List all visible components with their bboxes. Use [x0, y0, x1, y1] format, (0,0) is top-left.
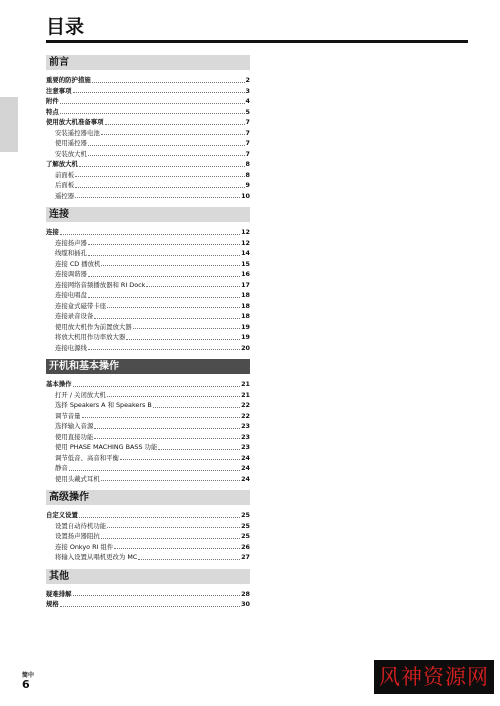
toc-entry[interactable]: [46, 259, 250, 270]
toc-entry-label: 静音: [55, 464, 68, 472]
toc-entry-page: 25: [241, 532, 250, 540]
dot-leader: [105, 124, 245, 125]
toc-entry-page: 15: [241, 259, 250, 268]
dot-leader: [158, 449, 240, 450]
toc-entry-page: 22: [241, 401, 250, 409]
dot-leader: [88, 255, 240, 256]
toc-entry[interactable]: [46, 149, 250, 160]
dot-leader: [88, 349, 240, 350]
toc-entry[interactable]: [46, 311, 250, 322]
toc-entry-label: 选择输入音源: [55, 422, 94, 430]
toc-entry[interactable]: [46, 390, 250, 401]
toc-entry[interactable]: [46, 191, 250, 202]
toc-entry-page: 10: [241, 191, 250, 200]
dot-leader: [60, 103, 245, 104]
toc-entry[interactable]: [46, 170, 250, 181]
dot-leader: [73, 92, 245, 93]
toc-entry-page: 24: [241, 453, 250, 462]
toc-entry[interactable]: [46, 421, 250, 432]
toc-entry[interactable]: [46, 521, 250, 532]
dot-leader: [82, 417, 241, 418]
toc-entry-page: 26: [241, 542, 250, 551]
toc-entry-page: 27: [241, 553, 250, 561]
toc-entry-label: 遥控器: [55, 191, 75, 200]
toc-entry[interactable]: [46, 96, 250, 107]
toc-entry[interactable]: [46, 379, 250, 390]
toc-entry[interactable]: [46, 599, 250, 610]
dot-leader: [133, 328, 240, 329]
toc-entry-label: 基本操作: [46, 380, 72, 388]
toc-entry-page: 16: [241, 270, 250, 278]
toc-entry-label: 了解放大机: [46, 160, 78, 168]
toc-entry-page: 23: [241, 432, 250, 441]
toc-section: [46, 55, 250, 201]
toc-entry[interactable]: [46, 552, 250, 563]
toc-entry-label: 连接盒式磁带卡座: [55, 301, 107, 310]
section-heading: 其他: [46, 569, 250, 584]
toc-entry-label: 线缆和插孔: [55, 249, 87, 257]
toc-entry[interactable]: [46, 531, 250, 542]
toc-entry-label: 连接电唱盘: [55, 291, 87, 299]
toc-entry-label: 使用直接功能: [55, 432, 94, 441]
toc-entry-label: 安装放大机: [55, 149, 87, 158]
toc-entry-page: 25: [241, 521, 250, 530]
toc-section: [46, 207, 250, 353]
dot-leader: [101, 265, 240, 266]
toc-entry-page: 23: [241, 422, 250, 430]
toc-entry-label: 连接: [46, 228, 59, 236]
dot-leader: [60, 234, 240, 235]
toc-entry-page: 21: [241, 390, 250, 399]
toc-entry-label: 连接扬声器: [55, 238, 87, 247]
toc-entry-label: 自定义设置: [46, 511, 78, 519]
toc-entry-label: 设置自动待机功能: [55, 521, 107, 530]
dot-leader: [88, 244, 240, 245]
toc-entry[interactable]: [46, 322, 250, 333]
toc-entry[interactable]: [46, 542, 250, 553]
dot-leader: [60, 606, 240, 607]
dot-leader: [88, 155, 245, 156]
toc-entry[interactable]: [46, 248, 250, 259]
toc-entry-label: 重要的防护措施: [46, 76, 91, 84]
dot-leader: [75, 187, 244, 188]
toc-entry[interactable]: [46, 474, 250, 485]
toc-entry-label: 特点: [46, 107, 59, 116]
dot-leader: [79, 517, 240, 518]
toc-entry[interactable]: [46, 290, 250, 301]
dot-leader: [107, 527, 240, 528]
toc-entry-label: 后面板: [55, 181, 75, 189]
dot-leader: [120, 459, 240, 460]
table-of-contents: [46, 55, 250, 616]
dot-leader: [88, 276, 240, 277]
dot-leader: [69, 470, 240, 471]
toc-entry[interactable]: [46, 463, 250, 474]
toc-entry[interactable]: [46, 159, 250, 170]
toc-entry-page: 7: [245, 128, 250, 137]
toc-entry-label: 设置扬声器阻抗: [55, 532, 100, 540]
dot-leader: [73, 595, 241, 596]
toc-entry-label: 规格: [46, 600, 59, 608]
toc-entry-page: 22: [241, 411, 250, 420]
dot-leader: [92, 82, 245, 83]
dot-leader: [107, 307, 240, 308]
toc-entry-page: 3: [245, 86, 250, 95]
toc-section: [46, 359, 250, 484]
toc-entry-page: 8: [245, 170, 250, 179]
toc-entry-page: 19: [241, 333, 250, 341]
toc-entry-page: 9: [245, 181, 250, 189]
toc-entry-label: 使用遥控器: [55, 139, 87, 147]
toc-entry-label: 连接录音设备: [55, 312, 94, 320]
dot-leader: [75, 197, 240, 198]
toc-entry-label: 注意事项: [46, 86, 72, 95]
toc-entry[interactable]: [46, 510, 250, 521]
toc-entry-page: 7: [245, 139, 250, 147]
toc-entry[interactable]: [46, 227, 250, 238]
toc-entry-page: 21: [241, 380, 250, 388]
toc-entry-page: 8: [245, 160, 250, 168]
toc-entry[interactable]: [46, 107, 250, 118]
toc-entry[interactable]: [46, 400, 250, 411]
toc-entry-label: 安装遥控器电池: [55, 128, 100, 137]
toc-entry-label: 使用放大机作为前置放大器: [55, 322, 132, 331]
toc-entry-page: 7: [245, 149, 250, 158]
toc-entry[interactable]: [46, 138, 250, 149]
toc-entry[interactable]: [46, 589, 250, 600]
side-tab-marker: [0, 97, 18, 152]
dot-leader: [101, 480, 240, 481]
toc-entry-page: 19: [241, 322, 250, 331]
toc-entry-label: 调节音量: [55, 411, 81, 420]
toc-entry-page: 25: [241, 511, 250, 519]
dot-leader: [101, 538, 240, 539]
toc-entry[interactable]: [46, 411, 250, 422]
toc-entry-label: 打开 / 关闭放大机: [55, 390, 106, 399]
dot-leader: [94, 428, 240, 429]
toc-entry[interactable]: [46, 269, 250, 280]
toc-entry-label: 连接 Onkyo RI 组件: [55, 542, 114, 551]
toc-entry-page: 18: [241, 312, 250, 320]
dot-leader: [75, 176, 244, 177]
toc-entry-label: 使用头戴式耳机: [55, 474, 100, 483]
toc-entry-label: 附件: [46, 97, 59, 105]
section-heading: 连接: [46, 207, 250, 222]
toc-entry-page: 2: [245, 76, 250, 84]
toc-entry-page: 14: [241, 249, 250, 257]
toc-entry-label: 连接网络音频播放器和 RI Dock: [55, 280, 146, 289]
section-heading: 开机和基本操作: [46, 359, 250, 374]
toc-entry-label: 调节低音、高音和平衡: [55, 453, 119, 462]
toc-entry[interactable]: [46, 180, 250, 191]
toc-entry-page: 23: [241, 443, 250, 451]
toc-entry-page: 12: [241, 238, 250, 247]
toc-entry-label: 使用放大机准备事项: [46, 118, 104, 126]
dot-leader: [73, 386, 241, 387]
toc-entry[interactable]: [46, 442, 250, 453]
dot-leader: [153, 407, 240, 408]
dot-leader: [114, 548, 240, 549]
toc-entry[interactable]: [46, 280, 250, 291]
toc-entry-page: 5: [245, 107, 250, 116]
toc-entry[interactable]: [46, 75, 250, 86]
page-number: 6: [22, 678, 30, 691]
toc-entry-page: 24: [241, 464, 250, 472]
section-heading: 前言: [46, 55, 250, 70]
toc-entry[interactable]: [46, 453, 250, 464]
toc-entry-label: 选择 Speakers A 和 Speakers B: [55, 401, 152, 409]
dot-leader: [146, 286, 240, 287]
dot-leader: [88, 145, 245, 146]
dot-leader: [126, 339, 240, 340]
footer-language: 简中: [22, 672, 35, 679]
toc-entry-label: 连接 CD 播放机: [55, 259, 101, 268]
toc-section: [46, 490, 250, 563]
watermark-logo: 风神资源网: [374, 660, 494, 694]
dot-leader: [60, 113, 245, 114]
toc-entry-label: 连接电源线: [55, 343, 87, 352]
toc-entry[interactable]: [46, 117, 250, 128]
toc-section: [46, 569, 250, 610]
toc-entry-label: 前面板: [55, 170, 75, 179]
toc-entry-label: 将输入设置从唱机更改为 MC: [55, 553, 138, 561]
toc-entry[interactable]: [46, 238, 250, 249]
toc-entry[interactable]: [46, 301, 250, 312]
page-title: 目录: [46, 16, 85, 38]
toc-entry-page: 30: [241, 600, 250, 608]
toc-entry-page: 28: [241, 589, 250, 598]
toc-entry[interactable]: [46, 432, 250, 443]
dot-leader: [107, 396, 240, 397]
toc-entry-page: 18: [241, 301, 250, 310]
dot-leader: [79, 166, 245, 167]
toc-entry-label: 将放大机用作功率放大器: [55, 333, 126, 341]
toc-entry[interactable]: [46, 86, 250, 97]
title-rule: [46, 40, 468, 43]
dot-leader: [94, 438, 240, 439]
toc-entry-page: 24: [241, 474, 250, 483]
toc-entry[interactable]: [46, 128, 250, 139]
toc-entry-label: 疑难排解: [46, 589, 72, 598]
toc-entry[interactable]: [46, 343, 250, 354]
toc-entry[interactable]: [46, 332, 250, 343]
dot-leader: [94, 318, 240, 319]
toc-entry-page: 12: [241, 228, 250, 236]
toc-entry-page: 4: [245, 97, 250, 105]
dot-leader: [88, 297, 240, 298]
section-heading: 高级操作: [46, 490, 250, 505]
toc-entry-page: 7: [245, 118, 250, 126]
dot-leader: [101, 134, 245, 135]
toc-entry-page: 17: [241, 280, 250, 289]
toc-entry-page: 20: [241, 343, 250, 352]
toc-entry-label: 使用 PHASE MACHING BASS 功能: [55, 443, 158, 451]
toc-entry-label: 连接调谐器: [55, 270, 87, 278]
dot-leader: [138, 559, 240, 560]
toc-entry-page: 18: [241, 291, 250, 299]
